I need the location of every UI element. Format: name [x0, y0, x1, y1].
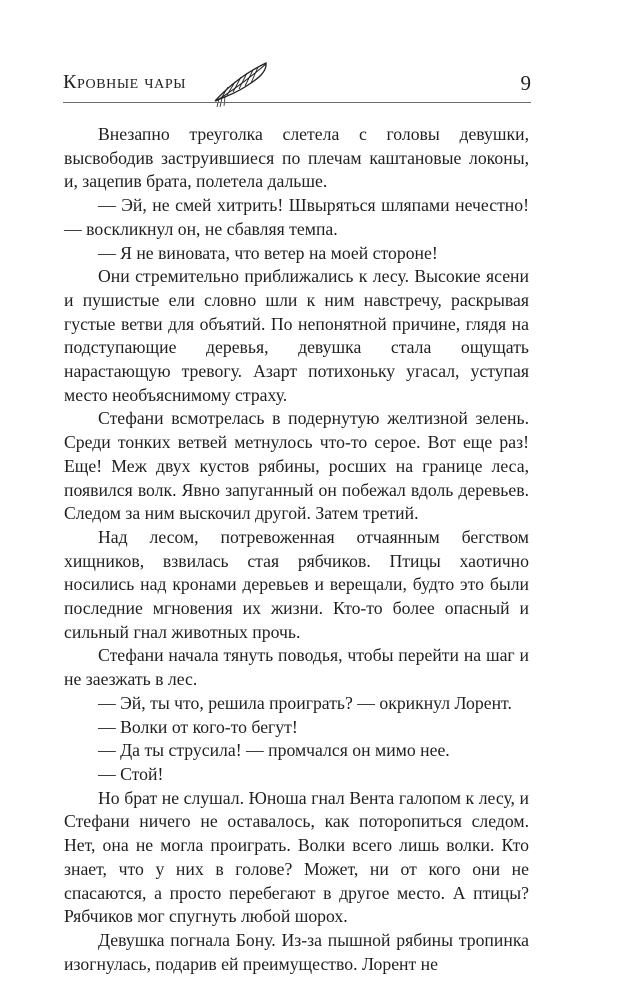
dialogue-line: — Волки от кого-то бегут! — [98, 716, 298, 737]
header-rule — [63, 102, 531, 103]
dialogue-line: — Эй, ты что, решила проиграть? — окрикнул Лорент. — [98, 692, 512, 713]
paragraph: Над лесом, потревоженная отчаянным бегством хищников, взвилась стая рябчиков. Птицы хаотично носились над кронами деревьев и верещали, будто это были последние мгновения их жизни. Кто-то более опасный и сильный гнал животных прочь. — [64, 526, 529, 642]
page-header — [63, 58, 531, 110]
dialogue-line: — Я не виновата, что ветер на моей стороне! — [98, 242, 438, 263]
dialogue-line: — Да ты струсила! — промчался он мимо нее. — [98, 740, 450, 761]
running-title: Кровные чары — [63, 71, 187, 93]
paragraph: Они стремительно приближались к лесу. Высокие ясени и пушистые ели словно шли к ним навстречу, раскрывая густые ветви для объятий. По непонятной причине, глядя на подступающие деревья, девушка стала ощущать нарастающую тревогу. Азарт потихоньку угасал, уступая место необъяснимому страху. — [64, 266, 529, 405]
dialogue-line: — Эй, не смей хитрить! Швыряться шляпами нечестно! — воскликнул он, не сбавляя темпа. — [64, 195, 529, 239]
page-number: 9 — [520, 71, 531, 95]
paragraph: Девушка погнала Бону. Из-за пышной рябины тропинка изогнулась, подарив ей преимущество. Лорент не — [64, 929, 529, 974]
paragraph: Внезапно треуголка слетела с головы девушки, высвободив заструившиеся по плечам каштановые локоны, и, зацепив брата, полетела дальше. — [64, 124, 529, 192]
paragraph: Стефани всмотрелась в подернутую желтизной зелень. Среди тонких ветвей метнулось что-то серое. Вот еще раз! Еще! Меж двух кустов рябины, росших на границе леса, появился волк. Явно запуганный он побежал вдоль деревьев. Следом за ним выскочил другой. Затем третий. — [64, 408, 529, 524]
dialogue-line: — Стой! — [98, 763, 164, 784]
page-text — [64, 123, 529, 976]
paragraph: Стефани начала тянуть поводья, чтобы перейти на шаг и не заезжать в лес. — [64, 645, 529, 690]
paragraph: Но брат не слушал. Юноша гнал Вента галопом к лесу, и Стефани ничего не оставалось, как поторопиться следом. Нет, она не могла проиграть. Волки всего лишь волки. Кто знает, что у них в голове? Может, ни от кого они не спасаются, а просто перебегают в другое место. А птицы? Рябчиков мог спугнуть любой шорох. — [64, 787, 529, 927]
